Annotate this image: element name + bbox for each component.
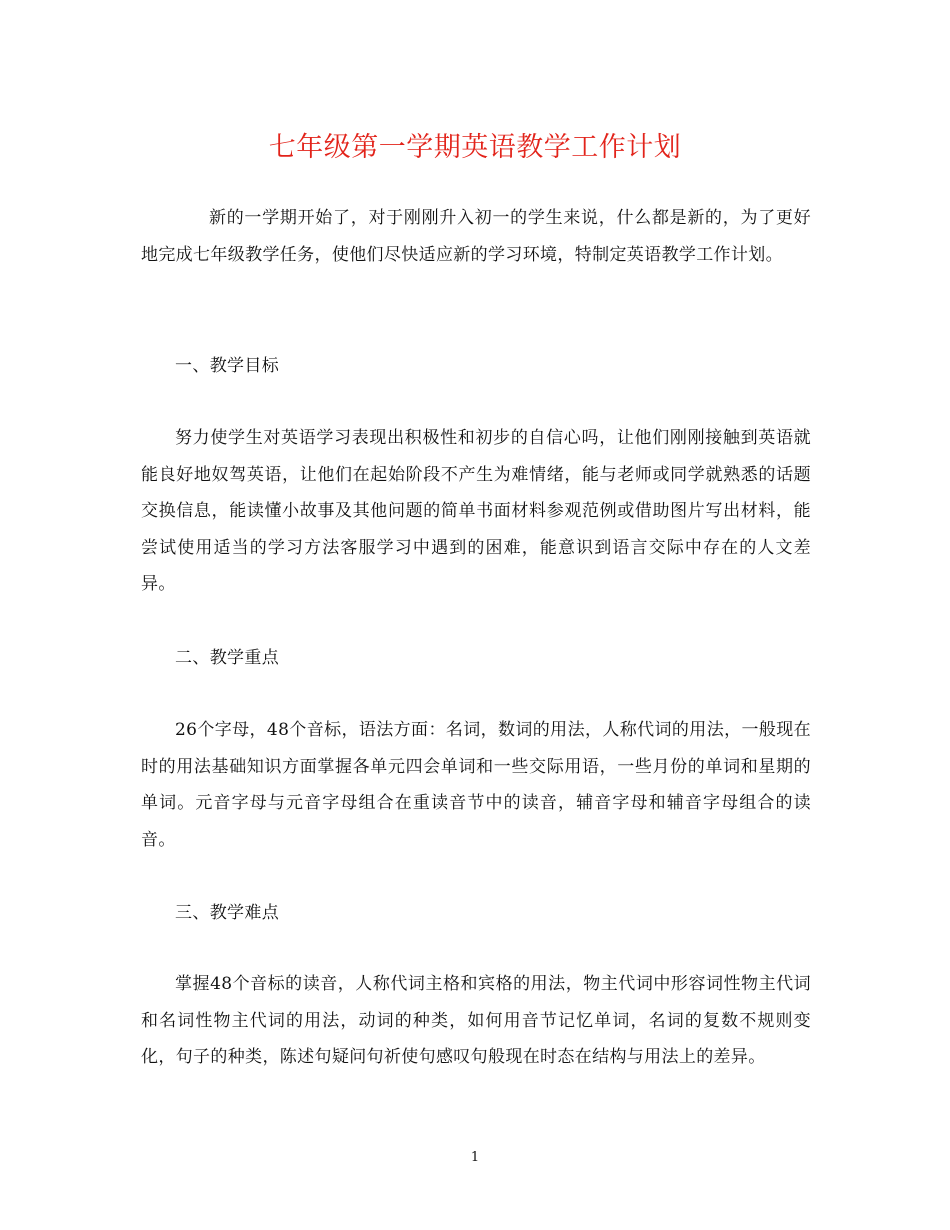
section-heading-difficulties: 三、教学难点 xyxy=(175,903,280,923)
section-body-difficulties: 掌握48个音标的读音，人称代词主格和宾格的用法，物主代词中形容词性物主代词和名词性物主代词的用法，动词的种类，如何用音节记忆单词，名词的复数不规则变化，句子的种类，陈述句疑问句祈使句感叹句般现在时态在结构与用法上的差异。 xyxy=(141,974,811,1067)
section-heading-objectives: 一、教学目标 xyxy=(175,356,280,376)
intro-paragraph: 新的一学期开始了，对于刚刚升入初一的学生来说，什么都是新的，为了更好地完成七年级教学任务，使他们尽快适应新的学习环境，特制定英语教学工作计划。 xyxy=(141,208,811,265)
section-heading-key-points: 二、教学重点 xyxy=(175,648,280,668)
section-body-objectives: 努力使学生对英语学习表现出积极性和初步的自信心吗，让他们刚刚接触到英语就能良好地奴驾英语，让他们在起始阶段不产生为难情绪，能与老师或同学就熟悉的话题交换信息，能读懂小故事及其他问题的简单书面材料参观范例或借助图片写出材料，能尝试使用适当的学习方法客服学习中遇到的困难，能意识到语言交际中存在的人文差异。 xyxy=(141,428,811,594)
document-title: 七年级第一学期英语教学工作计划 xyxy=(268,132,682,163)
section-body-key-points: 26个字母，48个音标，语法方面：名词，数词的用法，人称代词的用法，一般现在时的用法基础知识方面掌握各单元四会单词和一些交际用语，一些月份的单词和星期的单词。元音字母与元音字母组合在重读音节中的读音，辅音字母和辅音字母组合的读音。 xyxy=(141,720,811,850)
page-number: 1 xyxy=(470,1150,480,1165)
